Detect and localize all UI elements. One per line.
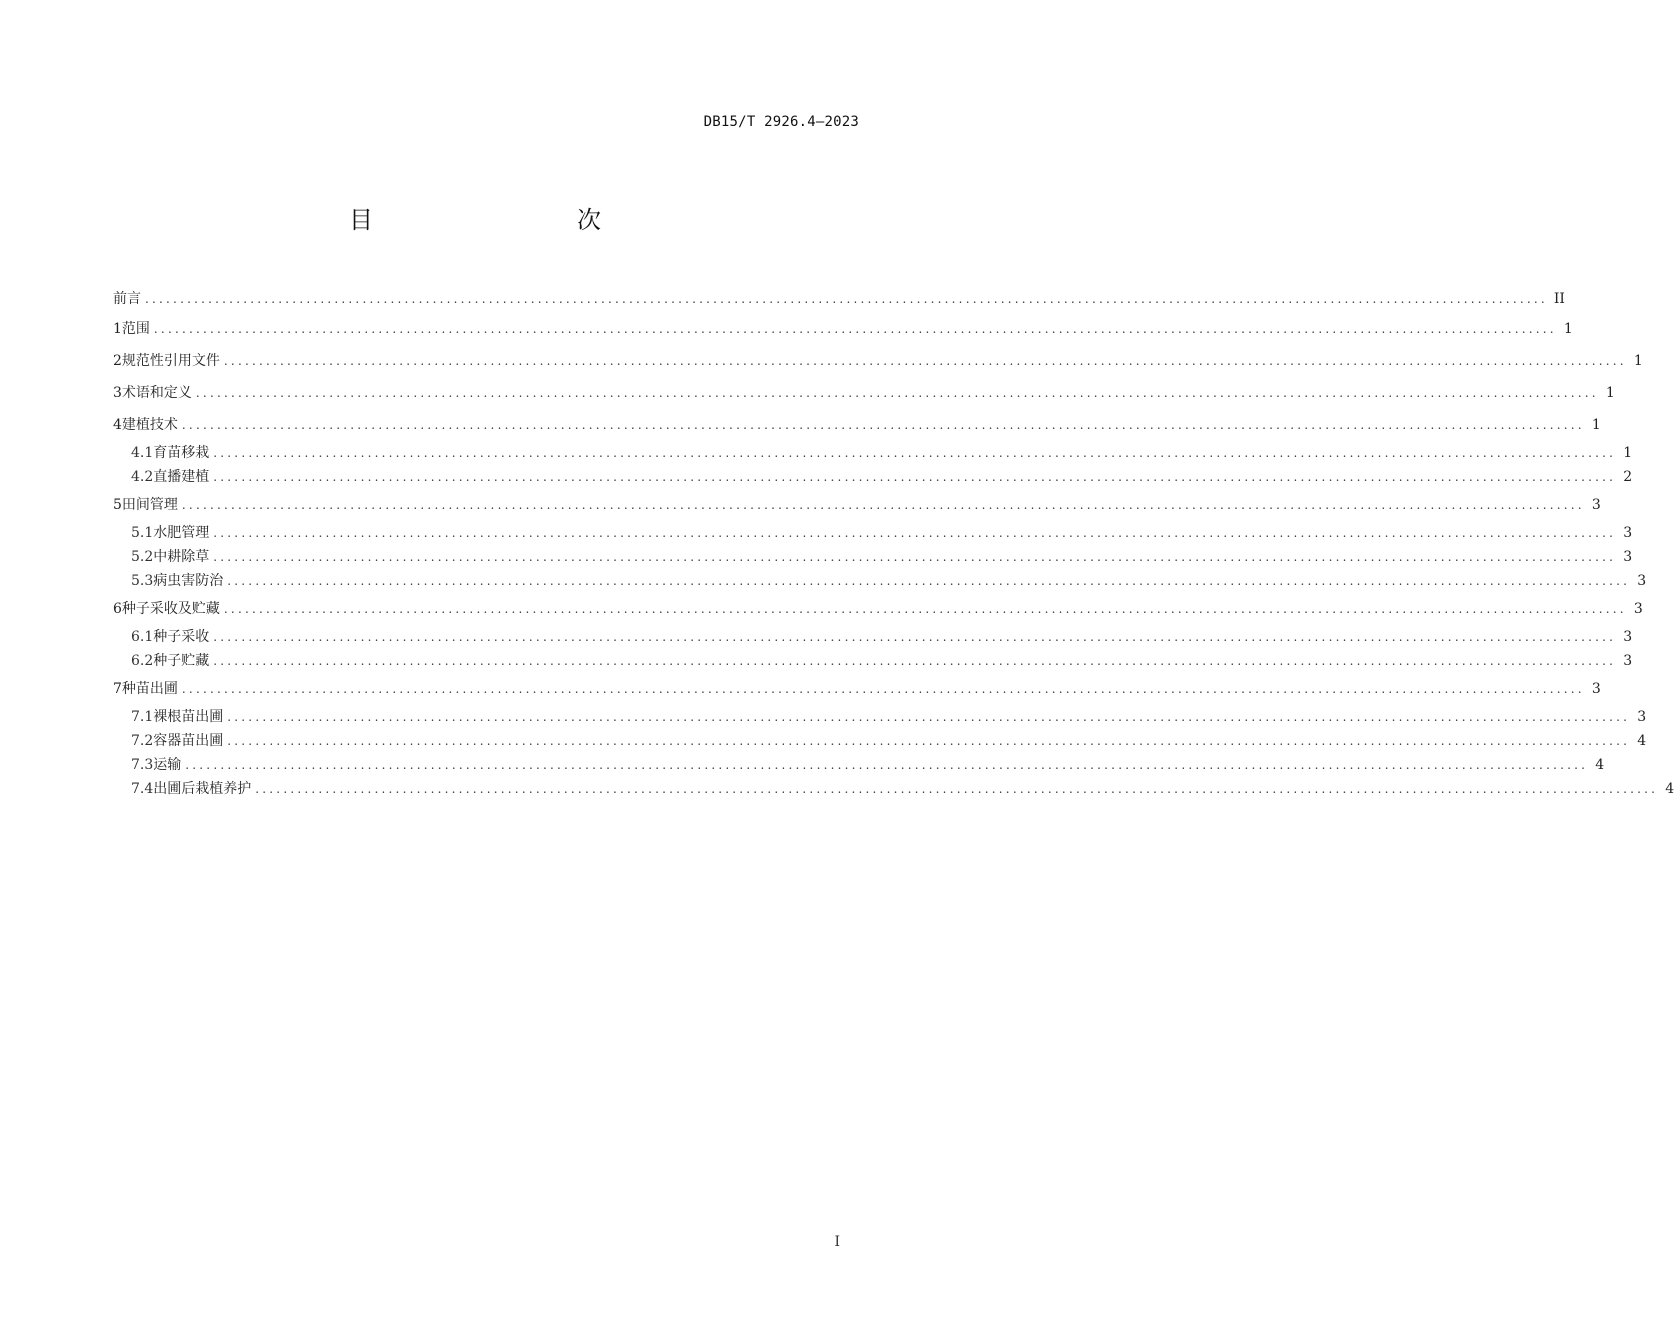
toc-entry-label: 容器苗出圃: [153, 733, 224, 749]
toc-entry-label: 建植技术: [121, 417, 178, 433]
toc-entry-label: 病虫害防治: [153, 573, 224, 589]
toc-entry[interactable]: [113, 444, 1633, 468]
toc-entry-number: 7.2: [131, 733, 154, 749]
toc-entry[interactable]: [113, 652, 1633, 676]
toc-entry-number: 7: [113, 681, 122, 697]
toc-dot-leader: ........................................................................................................................................................................................................: [195, 386, 1599, 400]
toc-entry-number: 6.1: [131, 629, 154, 645]
table-of-contents: [113, 286, 1674, 804]
toc-entry[interactable]: [113, 708, 1647, 732]
toc-dot-leader: ........................................................................................................................................................................................................: [227, 734, 1631, 748]
toc-entry-page: II: [1553, 291, 1565, 307]
toc-entry[interactable]: [113, 780, 1674, 804]
toc-entry[interactable]: [113, 492, 1601, 524]
toc-entry-page: 3: [1591, 681, 1601, 697]
toc-entry-page: 1: [1591, 417, 1601, 433]
toc-entry-label: 裸根苗出圃: [153, 709, 224, 725]
toc-entry-number: 1: [113, 321, 122, 337]
toc-entry-number: 4.2: [131, 469, 154, 485]
toc-entry[interactable]: [113, 732, 1647, 756]
toc-entry-label: 种子采收: [153, 629, 210, 645]
toc-dot-leader: ........................................................................................................................................................................................................: [213, 550, 1617, 564]
toc-entry-label: 规范性引用文件: [121, 353, 220, 369]
toc-dot-leader: ........................................................................................................................................................................................................: [181, 682, 1585, 696]
toc-entry[interactable]: [113, 286, 1565, 316]
toc-entry-number: 4: [113, 417, 122, 433]
page-number: I: [834, 1234, 840, 1250]
toc-entry[interactable]: [113, 676, 1601, 708]
toc-entry-page: 2: [1623, 469, 1633, 485]
toc-entry-label: 种子采收及贮藏: [121, 601, 220, 617]
toc-entry-label: 运输: [153, 757, 182, 773]
toc-entry-label: 田间管理: [121, 497, 178, 513]
toc-dot-leader: ........................................................................................................................................................................................................: [181, 418, 1585, 432]
toc-entry[interactable]: [113, 380, 1615, 412]
toc-entry[interactable]: [113, 572, 1647, 596]
toc-entry-page: 3: [1623, 653, 1633, 669]
toc-entry[interactable]: [113, 468, 1633, 492]
toc-entry-label: 种子贮藏: [153, 653, 210, 669]
toc-dot-leader: ........................................................................................................................................................................................................: [145, 292, 1548, 306]
toc-entry-number: 5: [113, 497, 122, 513]
toc-entry-number: 7.3: [131, 757, 154, 773]
toc-entry-label: 出圃后栽植养护: [153, 781, 252, 797]
toc-entry-number: 2: [113, 353, 122, 369]
toc-dot-leader: ........................................................................................................................................................................................................: [213, 526, 1617, 540]
page-title: 目 次: [349, 206, 653, 234]
toc-entry-label: 种苗出圃: [121, 681, 178, 697]
toc-dot-leader: ........................................................................................................................................................................................................: [213, 470, 1617, 484]
toc-entry-page: 3: [1623, 525, 1633, 541]
toc-entry-label: 前言: [113, 291, 141, 307]
toc-entry-number: 6: [113, 601, 122, 617]
toc-dot-leader: ........................................................................................................................................................................................................: [223, 354, 1627, 368]
toc-entry[interactable]: [113, 412, 1601, 444]
toc-entry-page: 3: [1633, 601, 1643, 617]
toc-entry-page: 3: [1637, 709, 1647, 725]
toc-entry[interactable]: [113, 524, 1633, 548]
toc-dot-leader: ........................................................................................................................................................................................................: [213, 446, 1617, 460]
toc-dot-leader: ........................................................................................................................................................................................................: [153, 322, 1557, 336]
toc-entry-page: 3: [1623, 549, 1633, 565]
toc-entry-page: 1: [1633, 353, 1643, 369]
toc-entry-number: 5.3: [131, 573, 154, 589]
toc-dot-leader: ........................................................................................................................................................................................................: [223, 602, 1627, 616]
toc-entry-label: 术语和定义: [121, 385, 192, 401]
toc-entry-page: 1: [1605, 385, 1615, 401]
toc-entry-number: 5.2: [131, 549, 154, 565]
toc-dot-leader: ........................................................................................................................................................................................................: [185, 758, 1589, 772]
toc-entry-label: 范围: [121, 321, 150, 337]
toc-entry-page: 4: [1665, 781, 1674, 797]
toc-entry-label: 直播建植: [153, 469, 210, 485]
toc-entry-page: 3: [1637, 573, 1647, 589]
toc-dot-leader: ........................................................................................................................................................................................................: [213, 654, 1617, 668]
toc-entry-page: 4: [1595, 757, 1605, 773]
toc-dot-leader: ........................................................................................................................................................................................................: [181, 498, 1585, 512]
toc-entry[interactable]: [113, 548, 1633, 572]
toc-dot-leader: ........................................................................................................................................................................................................: [227, 710, 1631, 724]
toc-entry-page: 3: [1591, 497, 1601, 513]
toc-entry-label: 育苗移栽: [153, 445, 210, 461]
toc-entry[interactable]: [113, 348, 1643, 380]
toc-entry-page: 3: [1623, 629, 1633, 645]
toc-entry-number: 6.2: [131, 653, 154, 669]
toc-entry-page: 1: [1563, 321, 1573, 337]
toc-entry-number: 7.4: [131, 781, 154, 797]
toc-entry-label: 中耕除草: [153, 549, 210, 565]
toc-entry-number: 7.1: [131, 709, 154, 725]
document-code: DB15/T 2926.4—2023: [703, 114, 859, 130]
toc-entry-number: 4.1: [131, 445, 154, 461]
toc-entry[interactable]: [113, 316, 1573, 348]
toc-entry-number: 5.1: [131, 525, 154, 541]
toc-entry[interactable]: [113, 596, 1643, 628]
toc-dot-leader: ........................................................................................................................................................................................................: [227, 574, 1631, 588]
toc-entry[interactable]: [113, 628, 1633, 652]
toc-dot-leader: ........................................................................................................................................................................................................: [213, 630, 1617, 644]
toc-dot-leader: ........................................................................................................................................................................................................: [255, 782, 1659, 796]
toc-entry-page: 4: [1637, 733, 1647, 749]
toc-entry-label: 水肥管理: [153, 525, 210, 541]
toc-entry-number: 3: [113, 385, 122, 401]
toc-entry-page: 1: [1623, 445, 1633, 461]
toc-entry[interactable]: [113, 756, 1605, 780]
